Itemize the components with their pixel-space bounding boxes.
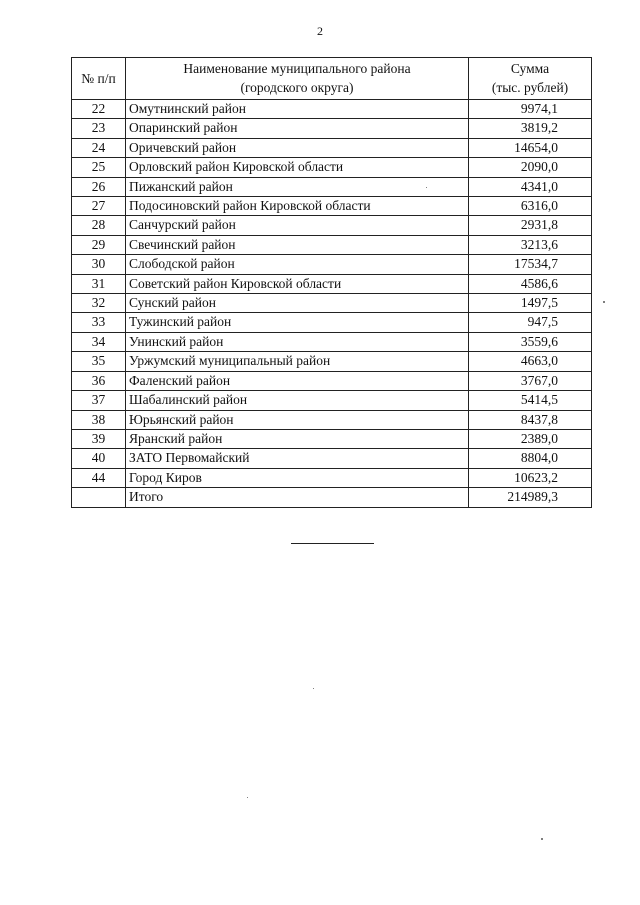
row-sum: 3819,2 [469, 119, 592, 138]
scan-speck [247, 797, 248, 798]
header-sum-line2: (тыс. рублей) [491, 80, 569, 95]
scan-speck [313, 688, 314, 689]
row-sum: 947,5 [469, 313, 592, 332]
table-row [72, 216, 592, 235]
table-row [72, 371, 592, 390]
row-name: Орловский район Кировской области [126, 158, 469, 177]
row-name: Город Киров [126, 468, 469, 487]
row-sum: 3767,0 [469, 371, 592, 390]
row-sum: 2090,0 [469, 158, 592, 177]
row-sum: 2931,8 [469, 216, 592, 235]
header-sum-line1: Сумма [510, 61, 550, 76]
table-row [72, 197, 592, 216]
row-sum: 4586,6 [469, 274, 592, 293]
row-sum: 9974,1 [469, 100, 592, 119]
table-total-row [72, 488, 592, 507]
table-header-row [72, 58, 592, 100]
row-sum: 3559,6 [469, 332, 592, 351]
row-sum: 14654,0 [469, 138, 592, 157]
row-sum: 4341,0 [469, 177, 592, 196]
table-row [72, 313, 592, 332]
header-number [72, 58, 126, 100]
row-name: Слободской район [126, 255, 469, 274]
row-number: 35 [72, 352, 126, 371]
row-number: 22 [72, 100, 126, 119]
table-row [72, 274, 592, 293]
row-sum: 1497,5 [469, 294, 592, 313]
row-number: 29 [72, 235, 126, 254]
table-row [72, 119, 592, 138]
row-sum: 8437,8 [469, 410, 592, 429]
scan-speck [541, 838, 543, 840]
total-label: Итого [126, 488, 469, 507]
scan-speck [603, 301, 605, 303]
row-number: 23 [72, 119, 126, 138]
row-number: 37 [72, 391, 126, 410]
row-number: 33 [72, 313, 126, 332]
row-name: Унинский район [126, 332, 469, 351]
row-sum: 5414,5 [469, 391, 592, 410]
table-row [72, 410, 592, 429]
row-sum: 10623,2 [469, 468, 592, 487]
scan-speck [426, 187, 427, 188]
row-number: 24 [72, 138, 126, 157]
total-number [72, 488, 126, 507]
table-row [72, 391, 592, 410]
row-sum: 8804,0 [469, 449, 592, 468]
table-row [72, 138, 592, 157]
row-number: 36 [72, 371, 126, 390]
row-name: Уржумский муниципальный район [126, 352, 469, 371]
row-sum: 2389,0 [469, 429, 592, 448]
end-of-table-rule [291, 543, 374, 544]
table-row [72, 100, 592, 119]
row-sum: 3213,6 [469, 235, 592, 254]
row-name: Подосиновский район Кировской области [126, 197, 469, 216]
row-name: Свечинский район [126, 235, 469, 254]
row-name: Шабалинский район [126, 391, 469, 410]
total-sum: 214989,3 [469, 488, 592, 507]
row-name: Оричевский район [126, 138, 469, 157]
row-sum: 4663,0 [469, 352, 592, 371]
row-number: 26 [72, 177, 126, 196]
row-name: Советский район Кировской области [126, 274, 469, 293]
row-number: 38 [72, 410, 126, 429]
table-row [72, 158, 592, 177]
table-row [72, 352, 592, 371]
row-sum: 6316,0 [469, 197, 592, 216]
row-name: Юрьянский район [126, 410, 469, 429]
row-name: Омутнинский район [126, 100, 469, 119]
table-row [72, 177, 592, 196]
row-number: 27 [72, 197, 126, 216]
row-number: 40 [72, 449, 126, 468]
page-number: 2 [317, 24, 323, 38]
row-name: Фаленский район [126, 371, 469, 390]
table-row [72, 294, 592, 313]
row-number: 44 [72, 468, 126, 487]
row-sum: 17534,7 [469, 255, 592, 274]
header-number-label: № п/п [81, 70, 116, 86]
budget-distribution-table [71, 57, 592, 508]
table-row [72, 332, 592, 351]
table-row [72, 429, 592, 448]
row-name: Опаринский район [126, 119, 469, 138]
header-name [126, 58, 469, 100]
table-row [72, 235, 592, 254]
row-number: 31 [72, 274, 126, 293]
row-name: Санчурский район [126, 216, 469, 235]
header-name-line2: (городского округа) [240, 80, 354, 95]
row-number: 25 [72, 158, 126, 177]
row-number: 30 [72, 255, 126, 274]
table-row [72, 468, 592, 487]
row-number: 39 [72, 429, 126, 448]
row-name: Сунский район [126, 294, 469, 313]
row-number: 32 [72, 294, 126, 313]
row-number: 28 [72, 216, 126, 235]
row-name: Тужинский район [126, 313, 469, 332]
table-row [72, 255, 592, 274]
row-name: Яранский район [126, 429, 469, 448]
header-name-line1: Наименование муниципального района [183, 61, 411, 76]
row-name: Пижанский район [126, 177, 469, 196]
header-sum [469, 58, 592, 100]
row-number: 34 [72, 332, 126, 351]
table-row [72, 449, 592, 468]
row-name: ЗАТО Первомайский [126, 449, 469, 468]
